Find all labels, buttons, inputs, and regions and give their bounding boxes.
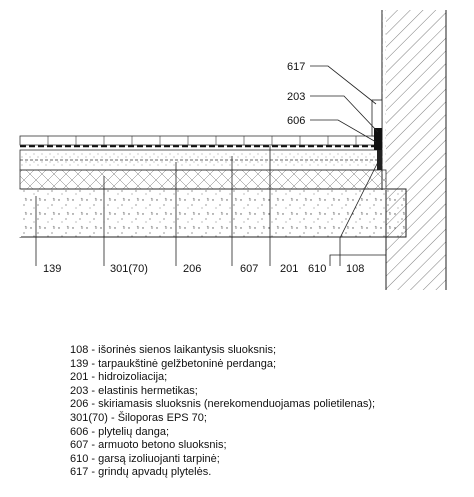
upper-leaders: [310, 66, 378, 142]
tile-layer: [20, 136, 378, 145]
callout-201: 201: [280, 263, 299, 275]
exterior-wall: [382, 10, 446, 290]
callout-610: 610: [308, 263, 327, 275]
legend-item: 617 - grindų apvadų plytelės.: [70, 466, 212, 479]
concrete-slab: [20, 189, 406, 237]
legend-item: 607 - armuoto betono sluoksnis;: [70, 439, 227, 452]
callout-139: 139: [43, 263, 62, 275]
legend-item: 606 - plytelių danga;: [70, 425, 170, 438]
callout-203: 203: [287, 91, 306, 103]
legend-list: [70, 344, 375, 480]
legend-item: 610 - garsą izoliuojanti tarpinė;: [70, 452, 220, 465]
legend-item: 108 - išorinės sienos laikantysis sluoksnis;: [70, 344, 277, 356]
callout-301-70: 301(70): [110, 263, 148, 275]
legend-item: 201 - hidroizoliacija;: [70, 371, 168, 384]
legend-item: 139 - tarpaukštinė gelžbetoninė perdanga;: [70, 357, 277, 370]
legend-item: 203 - elastinis hermetikas;: [70, 384, 198, 397]
callout-108: 108: [346, 263, 365, 275]
callout-617: 617: [287, 61, 306, 73]
legend-item: 206 - skiriamasis sluoksnis (nerekomenduojamas polietilenas);: [70, 398, 376, 411]
callout-206: 206: [183, 263, 202, 275]
eps-insulation-layer: [20, 170, 386, 189]
legend-item: 301(70) - Šiloporas EPS 70;: [70, 411, 207, 424]
callout-606: 606: [287, 115, 306, 127]
callout-607: 607: [240, 263, 259, 275]
reinforced-screed-layer: [20, 150, 378, 170]
